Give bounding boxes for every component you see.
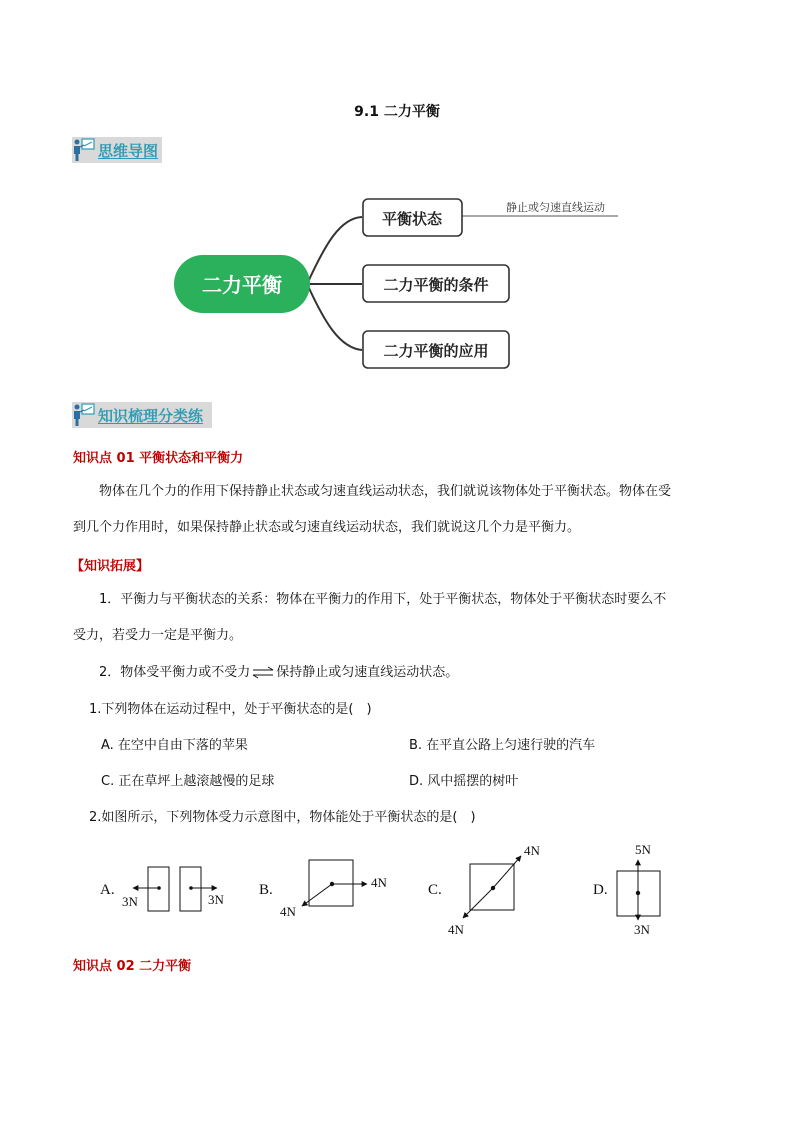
question-1-option-a: A. 在空中自由下落的苹果	[101, 738, 248, 753]
figure-c-letter: C.	[428, 882, 442, 898]
figure-d-letter: D.	[593, 882, 608, 898]
connector-bottom	[308, 286, 362, 350]
figure-a-force-left: 3N	[122, 894, 138, 909]
teacher-icon	[72, 137, 96, 163]
figure-a	[100, 867, 225, 911]
figure-b-force-diagonal: 4N	[280, 904, 296, 919]
figure-d-force-up: 5N	[635, 842, 651, 857]
branch-label-3: 二力平衡的应用	[383, 342, 489, 360]
figure-c-force-down: 4N	[448, 922, 464, 937]
section-heading-knowledge	[72, 402, 214, 428]
figure-b-force-right: 4N	[371, 875, 387, 890]
figure-a-force-right: 3N	[208, 892, 224, 907]
extension-item-1-line-1: 1．平衡力与平衡状态的关系：物体在平衡力的作用下，处于平衡状态，物体处于平衡状态时要么不	[99, 592, 667, 607]
figure-d-force-down: 3N	[634, 922, 650, 937]
sub-label: 静止或匀速直线运动	[506, 201, 605, 214]
question-2-figures	[90, 838, 690, 943]
teacher-icon	[72, 402, 96, 428]
question-1-stem: 1.下列物体在运动过程中，处于平衡状态的是( )	[89, 702, 372, 717]
center-node-label: 二力平衡	[202, 273, 282, 297]
figure-b	[259, 860, 388, 919]
branch-label-1: 平衡状态	[381, 210, 443, 228]
extension-item-2	[99, 664, 458, 682]
mind-map	[160, 190, 630, 375]
knowledge-point-1-title: 知识点 01 平衡状态和平衡力	[73, 451, 244, 466]
figure-c	[428, 843, 541, 937]
extension-item-2-after: 保持静止或匀速直线运动状态。	[276, 665, 459, 680]
question-1-option-b: B. 在平直公路上匀速行驶的汽车	[409, 738, 596, 753]
section-heading-label: 思维导图	[98, 141, 159, 160]
extension-item-1-line-2: 受力，若受力一定是平衡力。	[73, 628, 243, 643]
knowledge-point-2-title: 知识点 02 二力平衡	[73, 959, 192, 974]
branch-label-2: 二力平衡的条件	[383, 276, 489, 294]
equilibrium-arrows-icon	[251, 666, 275, 680]
knowledge-extension-label: 【知识拓展】	[71, 559, 150, 574]
figure-b-letter: B.	[259, 882, 273, 898]
extension-item-2-before: 2．物体受平衡力或不受力	[99, 665, 251, 680]
page-title: 9.1 二力平衡	[354, 104, 440, 120]
kp1-paragraph-line-1: 物体在几个力的作用下保持静止状态或匀速直线运动状态，我们就说该物体处于平衡状态。物体在受	[99, 484, 672, 499]
figure-a-letter: A.	[100, 882, 115, 898]
figure-d	[593, 842, 660, 937]
question-1-option-d: D. 风中摇摆的树叶	[409, 774, 519, 789]
figure-c-force-up: 4N	[524, 843, 540, 858]
connector-top	[308, 217, 362, 282]
question-1-option-c: C. 正在草坪上越滚越慢的足球	[101, 774, 275, 789]
question-2-stem: 2.如图所示，下列物体受力示意图中，物体能处于平衡状态的是( )	[89, 810, 476, 825]
kp1-paragraph-line-2: 到几个力作用时，如果保持静止状态或匀速直线运动状态，我们就说这几个力是平衡力。	[73, 520, 581, 535]
section-heading-mindmap	[72, 137, 164, 163]
section-heading-label: 知识梳理分类练	[98, 406, 204, 425]
